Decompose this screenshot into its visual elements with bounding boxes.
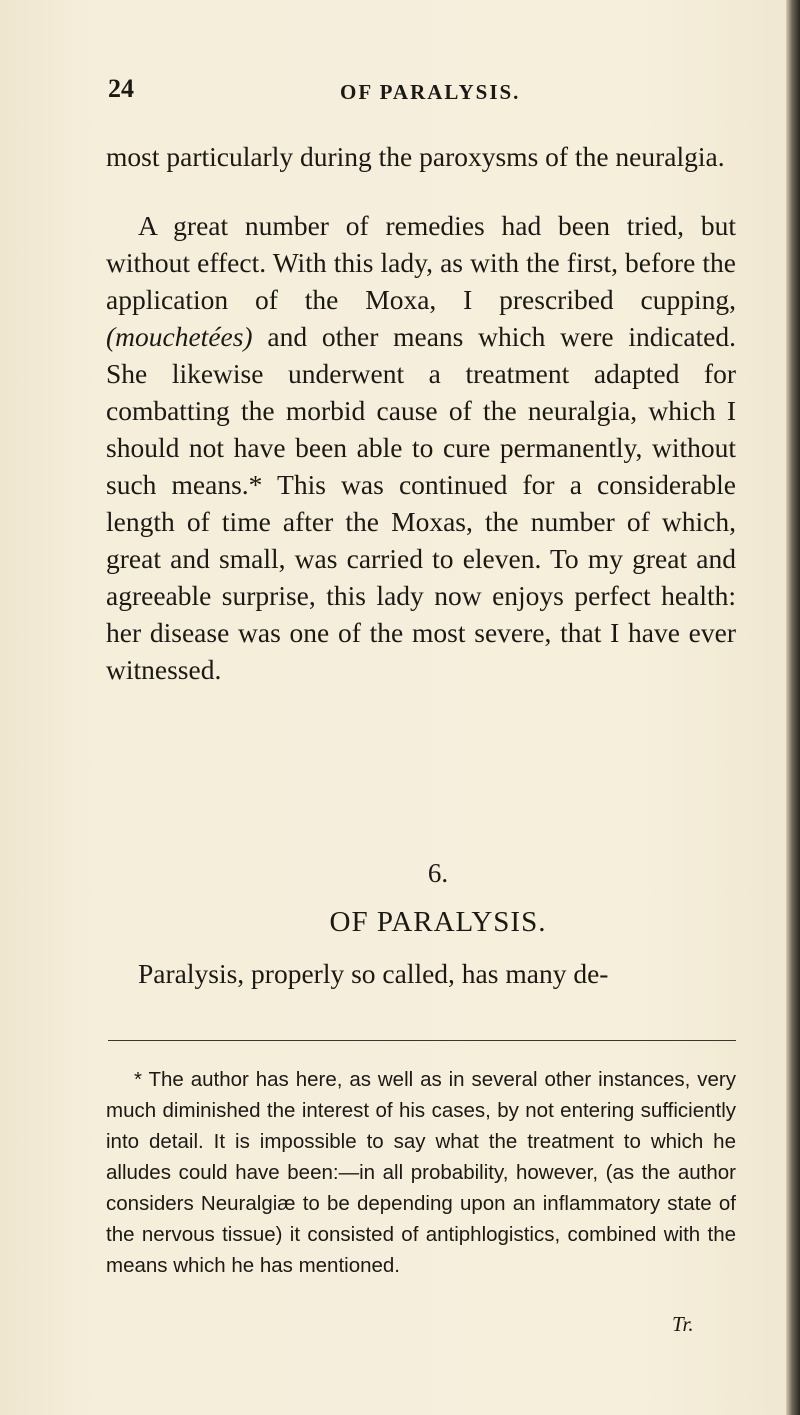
section-heading xyxy=(0,906,800,939)
section-heading-text: OF PARALYSIS. xyxy=(329,906,547,938)
footnote-divider xyxy=(108,1040,736,1041)
section-number-text: 6. xyxy=(427,858,449,888)
book-spine-edge xyxy=(786,0,800,1415)
paragraph-continuation: most particularly during the paroxysms of the neuralgia. xyxy=(106,141,725,172)
paragraph-case-text-1: A great number of remedies had been tried, but without effect. With this lady, as with the first, before the application of the Moxa, I prescribed cupping, xyxy=(106,210,736,315)
paragraph-case-italic: (mouchetées) xyxy=(106,321,253,352)
paragraph-case xyxy=(106,207,736,688)
section-opening-line: Paralysis, properly so called, has many de- xyxy=(138,958,609,989)
main-text xyxy=(106,138,736,688)
footnote: * The author has here, as well as in several other instances, very much diminished the interest of his cases, by not entering sufficiently into detail. It is impossible to say what the treatment to which he alludes could have been:—in all probability, however, (as the author considers Neuralgiæ to be depending upon an inflammatory state of the nervous tissue) it consisted of antiphlogistics, combined with the means which he has mentioned. xyxy=(106,1068,736,1277)
translator-signoff: Tr. xyxy=(672,1312,694,1336)
page-header xyxy=(0,74,780,114)
section-number xyxy=(0,858,800,889)
page-number: 24 xyxy=(108,74,134,103)
paragraph-case-text-2: and other means which were indicated. She likewise underwent a treatment adapted for combatting the morbid cause of the neuralgia, which I should not have been able to cure permanently, without such means.* This was continued for a considerable length of time after the Moxas, the number of which, great and small, was carried to eleven. To my great and agreeable surprise, this lady now enjoys perfect health: her disease was one of the most severe, that I have ever witnessed. xyxy=(106,321,737,685)
running-head: OF PARALYSIS. xyxy=(340,80,521,104)
